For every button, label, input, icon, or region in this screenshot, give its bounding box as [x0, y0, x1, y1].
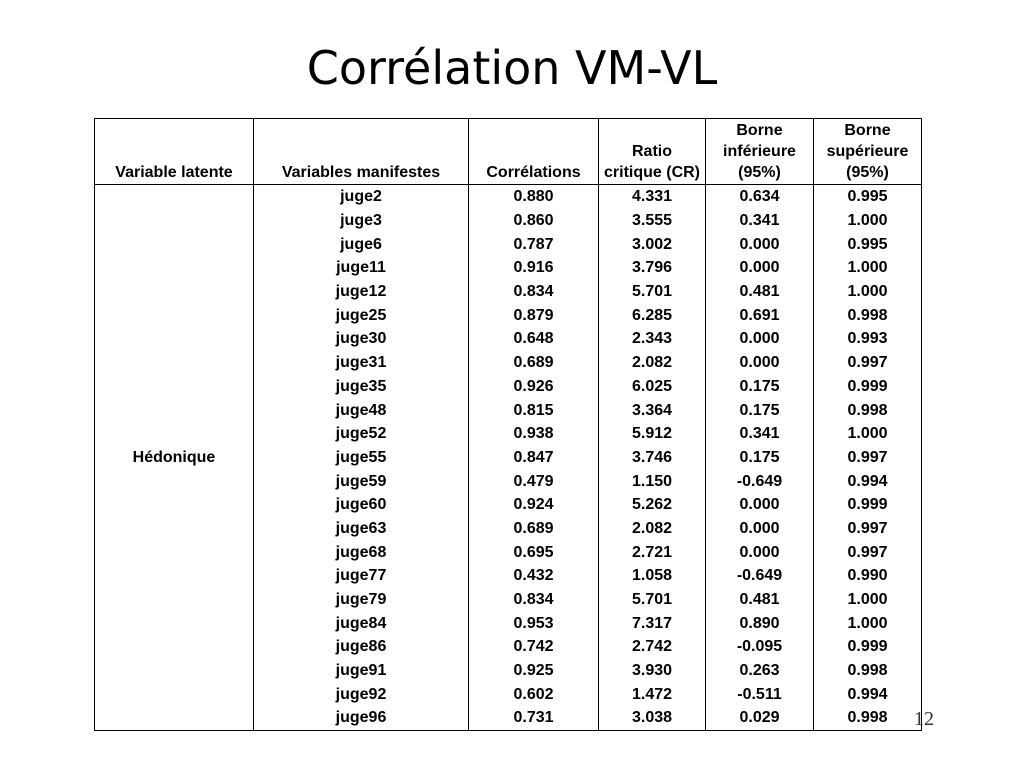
upper-bound-cell: 0.997	[814, 351, 922, 375]
correlation-cell: 0.731	[469, 706, 599, 730]
correlation-table	[94, 118, 922, 731]
header-lower-bound-line3: (95%)	[738, 164, 781, 181]
manifest-variable-cell: juge25	[254, 303, 469, 327]
correlation-cell: 0.847	[469, 446, 599, 470]
critical-ratio-cell: 5.912	[599, 422, 706, 446]
manifest-variable-cell: juge11	[254, 256, 469, 280]
lower-bound-cell: 0.175	[706, 446, 814, 470]
manifest-variable-cell: juge96	[254, 706, 469, 730]
lower-bound-cell: 0.175	[706, 398, 814, 422]
lower-bound-cell: 0.000	[706, 517, 814, 541]
critical-ratio-cell: 2.343	[599, 327, 706, 351]
critical-ratio-cell: 2.082	[599, 517, 706, 541]
manifest-variable-cell: juge55	[254, 446, 469, 470]
header-correlations: Corrélations	[469, 119, 599, 185]
lower-bound-cell: 0.000	[706, 232, 814, 256]
correlation-cell: 0.860	[469, 209, 599, 233]
lower-bound-cell: 0.000	[706, 351, 814, 375]
critical-ratio-cell: 5.701	[599, 280, 706, 304]
upper-bound-cell: 0.997	[814, 540, 922, 564]
header-lower-bound	[706, 119, 814, 185]
critical-ratio-cell: 3.002	[599, 232, 706, 256]
header-manifest-variables: Variables manifestes	[254, 119, 469, 185]
manifest-variable-cell: juge84	[254, 611, 469, 635]
lower-bound-cell: 0.341	[706, 422, 814, 446]
lower-bound-cell: 0.341	[706, 209, 814, 233]
correlation-cell: 0.834	[469, 588, 599, 612]
upper-bound-cell: 0.998	[814, 303, 922, 327]
correlation-cell: 0.834	[469, 280, 599, 304]
lower-bound-cell: 0.691	[706, 303, 814, 327]
critical-ratio-cell: 5.701	[599, 588, 706, 612]
lower-bound-cell: -0.511	[706, 682, 814, 706]
correlation-cell: 0.689	[469, 351, 599, 375]
header-critical-ratio-line2: critique (CR)	[604, 164, 700, 181]
lower-bound-cell: -0.095	[706, 635, 814, 659]
upper-bound-cell: 0.999	[814, 493, 922, 517]
upper-bound-cell: 0.999	[814, 375, 922, 399]
manifest-variable-cell: juge60	[254, 493, 469, 517]
correlation-cell: 0.879	[469, 303, 599, 327]
manifest-variable-cell: juge30	[254, 327, 469, 351]
critical-ratio-cell: 5.262	[599, 493, 706, 517]
table-body	[95, 185, 922, 731]
manifest-variable-cell: juge79	[254, 588, 469, 612]
table-row	[95, 185, 922, 209]
correlation-cell: 0.924	[469, 493, 599, 517]
critical-ratio-cell: 1.150	[599, 469, 706, 493]
upper-bound-cell: 1.000	[814, 611, 922, 635]
critical-ratio-cell: 3.038	[599, 706, 706, 730]
critical-ratio-cell: 7.317	[599, 611, 706, 635]
correlation-cell: 0.938	[469, 422, 599, 446]
manifest-variable-cell: juge35	[254, 375, 469, 399]
header-upper-bound	[814, 119, 922, 185]
upper-bound-cell: 0.998	[814, 706, 922, 730]
header-latent-variable: Variable latente	[95, 119, 254, 185]
manifest-variable-cell: juge59	[254, 469, 469, 493]
manifest-variable-cell: juge91	[254, 659, 469, 683]
upper-bound-cell: 0.994	[814, 469, 922, 493]
upper-bound-cell: 1.000	[814, 588, 922, 612]
lower-bound-cell: -0.649	[706, 564, 814, 588]
correlation-cell: 0.925	[469, 659, 599, 683]
correlation-cell: 0.787	[469, 232, 599, 256]
header-upper-bound-line1: Borne	[844, 122, 891, 139]
latent-variable-cell: Hédonique	[95, 185, 254, 731]
upper-bound-cell: 0.995	[814, 185, 922, 209]
critical-ratio-cell: 4.331	[599, 185, 706, 209]
correlation-cell: 0.695	[469, 540, 599, 564]
manifest-variable-cell: juge6	[254, 232, 469, 256]
upper-bound-cell: 0.997	[814, 517, 922, 541]
critical-ratio-cell: 3.930	[599, 659, 706, 683]
critical-ratio-cell: 1.058	[599, 564, 706, 588]
header-lower-bound-line1: Borne	[736, 122, 783, 139]
header-critical-ratio-line1: Ratio	[632, 143, 672, 160]
critical-ratio-cell: 2.082	[599, 351, 706, 375]
lower-bound-cell: -0.649	[706, 469, 814, 493]
upper-bound-cell: 0.998	[814, 659, 922, 683]
header-row	[95, 119, 922, 185]
critical-ratio-cell: 2.742	[599, 635, 706, 659]
critical-ratio-cell: 6.285	[599, 303, 706, 327]
manifest-variable-cell: juge48	[254, 398, 469, 422]
lower-bound-cell: 0.634	[706, 185, 814, 209]
correlation-cell: 0.432	[469, 564, 599, 588]
correlation-cell: 0.926	[469, 375, 599, 399]
correlation-cell: 0.880	[469, 185, 599, 209]
lower-bound-cell: 0.481	[706, 588, 814, 612]
header-critical-ratio	[599, 119, 706, 185]
critical-ratio-cell: 2.721	[599, 540, 706, 564]
lower-bound-cell: 0.000	[706, 540, 814, 564]
upper-bound-cell: 1.000	[814, 422, 922, 446]
critical-ratio-cell: 6.025	[599, 375, 706, 399]
lower-bound-cell: 0.890	[706, 611, 814, 635]
manifest-variable-cell: juge77	[254, 564, 469, 588]
correlation-cell: 0.742	[469, 635, 599, 659]
manifest-variable-cell: juge52	[254, 422, 469, 446]
upper-bound-cell: 0.995	[814, 232, 922, 256]
upper-bound-cell: 0.990	[814, 564, 922, 588]
upper-bound-cell: 1.000	[814, 256, 922, 280]
correlation-cell: 0.916	[469, 256, 599, 280]
lower-bound-cell: 0.481	[706, 280, 814, 304]
manifest-variable-cell: juge12	[254, 280, 469, 304]
lower-bound-cell: 0.263	[706, 659, 814, 683]
header-lower-bound-line2: inférieure	[723, 143, 796, 160]
manifest-variable-cell: juge92	[254, 682, 469, 706]
critical-ratio-cell: 3.796	[599, 256, 706, 280]
manifest-variable-cell: juge31	[254, 351, 469, 375]
manifest-variable-cell: juge86	[254, 635, 469, 659]
upper-bound-cell: 0.994	[814, 682, 922, 706]
correlation-cell: 0.689	[469, 517, 599, 541]
correlation-cell: 0.648	[469, 327, 599, 351]
manifest-variable-cell: juge3	[254, 209, 469, 233]
lower-bound-cell: 0.000	[706, 493, 814, 517]
manifest-variable-cell: juge68	[254, 540, 469, 564]
lower-bound-cell: 0.175	[706, 375, 814, 399]
correlation-cell: 0.815	[469, 398, 599, 422]
upper-bound-cell: 1.000	[814, 209, 922, 233]
manifest-variable-cell: juge2	[254, 185, 469, 209]
upper-bound-cell: 0.998	[814, 398, 922, 422]
lower-bound-cell: 0.000	[706, 256, 814, 280]
header-upper-bound-line2: supérieure	[826, 143, 909, 160]
lower-bound-cell: 0.029	[706, 706, 814, 730]
critical-ratio-cell: 3.746	[599, 446, 706, 470]
upper-bound-cell: 1.000	[814, 280, 922, 304]
upper-bound-cell: 0.999	[814, 635, 922, 659]
correlation-cell: 0.953	[469, 611, 599, 635]
critical-ratio-cell: 3.555	[599, 209, 706, 233]
page-number: 12	[914, 708, 934, 730]
upper-bound-cell: 0.997	[814, 446, 922, 470]
slide-title: Corrélation VM-VL	[306, 41, 718, 95]
correlation-cell: 0.479	[469, 469, 599, 493]
lower-bound-cell: 0.000	[706, 327, 814, 351]
correlation-cell: 0.602	[469, 682, 599, 706]
critical-ratio-cell: 3.364	[599, 398, 706, 422]
critical-ratio-cell: 1.472	[599, 682, 706, 706]
manifest-variable-cell: juge63	[254, 517, 469, 541]
header-upper-bound-line3: (95%)	[846, 164, 889, 181]
upper-bound-cell: 0.993	[814, 327, 922, 351]
